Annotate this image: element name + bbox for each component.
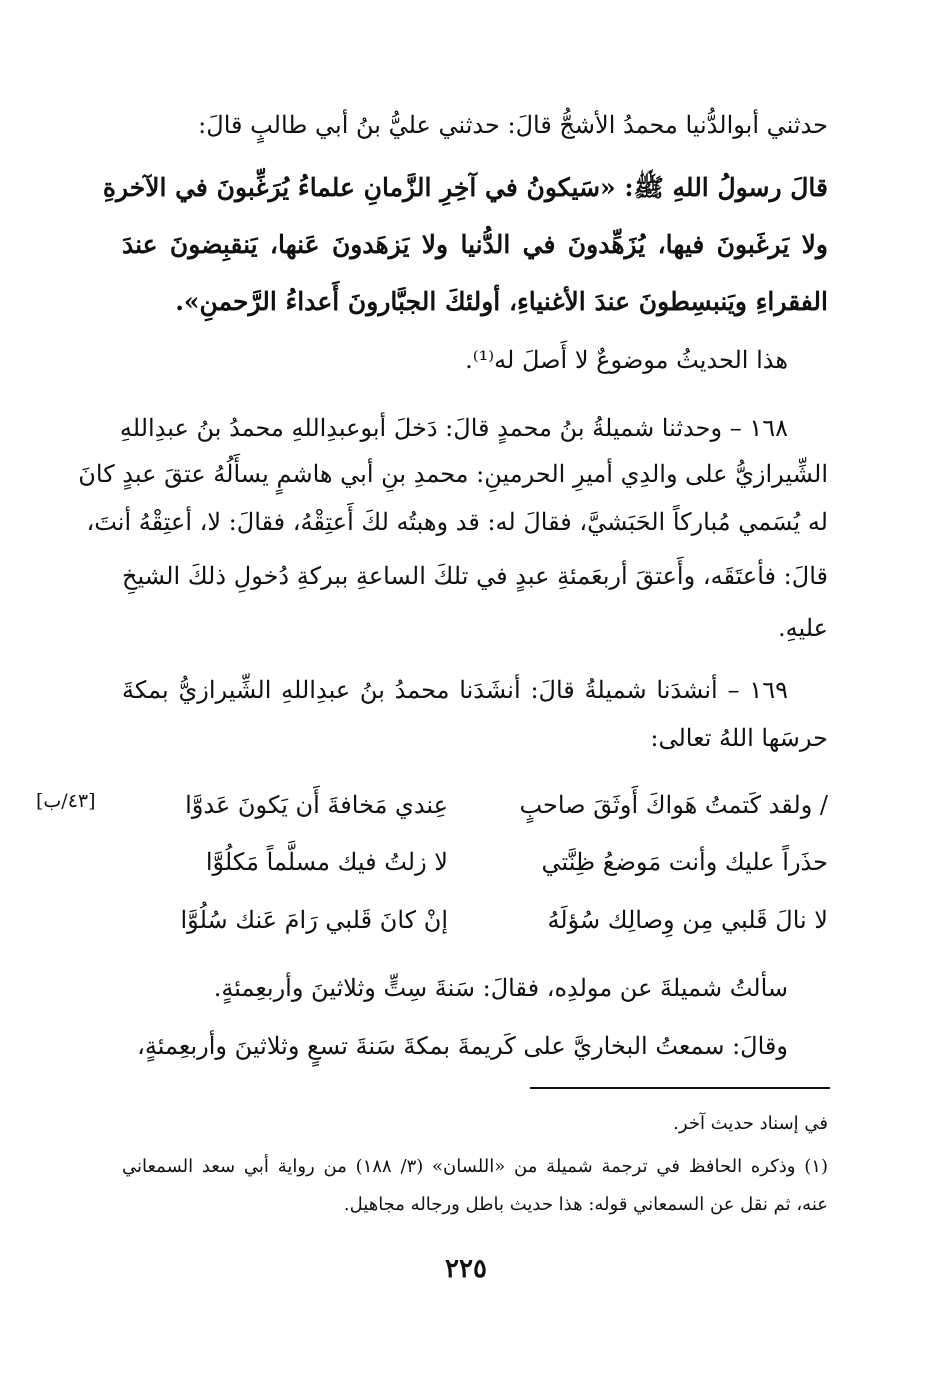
footnote-1-line-1: (١) وذكره الحافظ في ترجمة شميلة من «اللسان» (٣/ ١٨٨) من رواية أبي سعد السمعاني [122, 1156, 828, 1177]
verse-2-first-hemistich: حذَراً عليك وأنت مَوضعُ ظِنَّتي [541, 848, 828, 876]
ruling-text: هذا الحديثُ موضوعٌ لا أَصلَ له⁽¹⁾. [465, 346, 788, 374]
folio-marker: [٤٣/ب] [36, 790, 96, 812]
hadith-line-3: الفقراءِ ويَنبسِطونَ عندَ الأغنياءِ، أولئكَ الجبَّارونَ أَعداءُ الرَّحمنِ». [175, 287, 828, 316]
para-168-line-4: قالَ: فأعتَقَه، وأَعتقَ أربعَمئةِ عبدٍ في تلكَ الساعةِ ببركةِ دُخولِ ذلكَ الشيخِ [122, 562, 828, 590]
para-169-line-2: حرسَها اللهُ تعالى: [650, 724, 828, 752]
verse-3-second-hemistich: إنْ كانَ قَلبي رَامَ عَنك سُلُوَّا [180, 906, 448, 934]
page-number: ٢٢٥ [445, 1254, 487, 1284]
birth-note: سألتُ شميلةَ عن مولدِه، فقالَ: سَنةَ سِتٍّ وثلاثينَ وأربعِمئةٍ. [213, 974, 788, 1002]
para-168-line-5: عليهِ. [777, 614, 828, 642]
para-169-line-1: ١٦٩ – أنشدَنا شميلةُ قالَ: أنشَدَنا محمدُ بنُ عبدِاللهِ الشِّيرازيُّ بمكةَ [122, 676, 788, 704]
para-168-line-1: ١٦٨ – وحدثنا شميلةُ بنُ محمدٍ قالَ: دَخلَ أبوعبدِاللهِ محمدُ بنُ عبدِاللهِ [119, 414, 788, 442]
footnote-1-line-2: عنه، ثم نقل عن السمعاني قوله: هذا حديث باطل ورجاله مجاهيل. [343, 1194, 828, 1215]
verse-3-first-hemistich: لا نالَ قَلبي مِن وِصالِك سُؤلَهُ [547, 906, 828, 934]
chain-intro: حدثني أبوالدُّنيا محمدُ الأشجُّ قالَ: حدثني عليُّ بنُ أبي طالبٍ قالَ: [198, 111, 828, 139]
footnote-continuation: في إسناد حديث آخر. [673, 1113, 828, 1134]
verse-1-first-hemistich: / ولقد كَتمتُ هَواكَ أَوثَقَ صاحبٍ [519, 791, 828, 819]
verse-1-second-hemistich: عِندي مَخافةَ أَن يَكونَ عَدوَّا [185, 791, 448, 819]
hadith-line-1: قالَ رسولُ اللهِ ﷺ: «سَيكونُ في آخِرِ الزَّمانِ علماءُ يُرَغِّبونَ في الآخرةِ [102, 173, 828, 202]
verse-2 [118, 842, 828, 882]
footnote-separator [530, 1087, 830, 1089]
bukhari-note: وقالَ: سمعتُ البخاريَّ على كَريمةَ بمكةَ سَنةَ تسعٍ وثلاثينَ وأربعِمئةٍ، [137, 1032, 788, 1060]
verse-1 [118, 785, 828, 825]
para-168-line-3: له يُسَمي مُباركاً الحَبَشيَّ، فقالَ له: قد وهبتُه لكَ أَعتِقْهُ، فقالَ: لا، أعتِقْهُ أنتَ، [86, 508, 828, 536]
para-168-line-2: الشِّيرازيُّ على والدِي أميرِ الحرمينِ: محمدِ بنِ أبي هاشمٍ يسأَلُهُ عتقَ عبدٍ كانَ [78, 460, 828, 488]
verse-2-second-hemistich: لا زلتُ فيك مسلَّماً مَكلُوَّا [205, 848, 448, 876]
verse-3 [118, 900, 828, 940]
hadith-line-2: ولا يَرغَبونَ فيها، يُزَهِّدونَ في الدُّنيا ولا يَزهَدونَ عَنها، يَنقبِضونَ عندَ [122, 230, 828, 259]
